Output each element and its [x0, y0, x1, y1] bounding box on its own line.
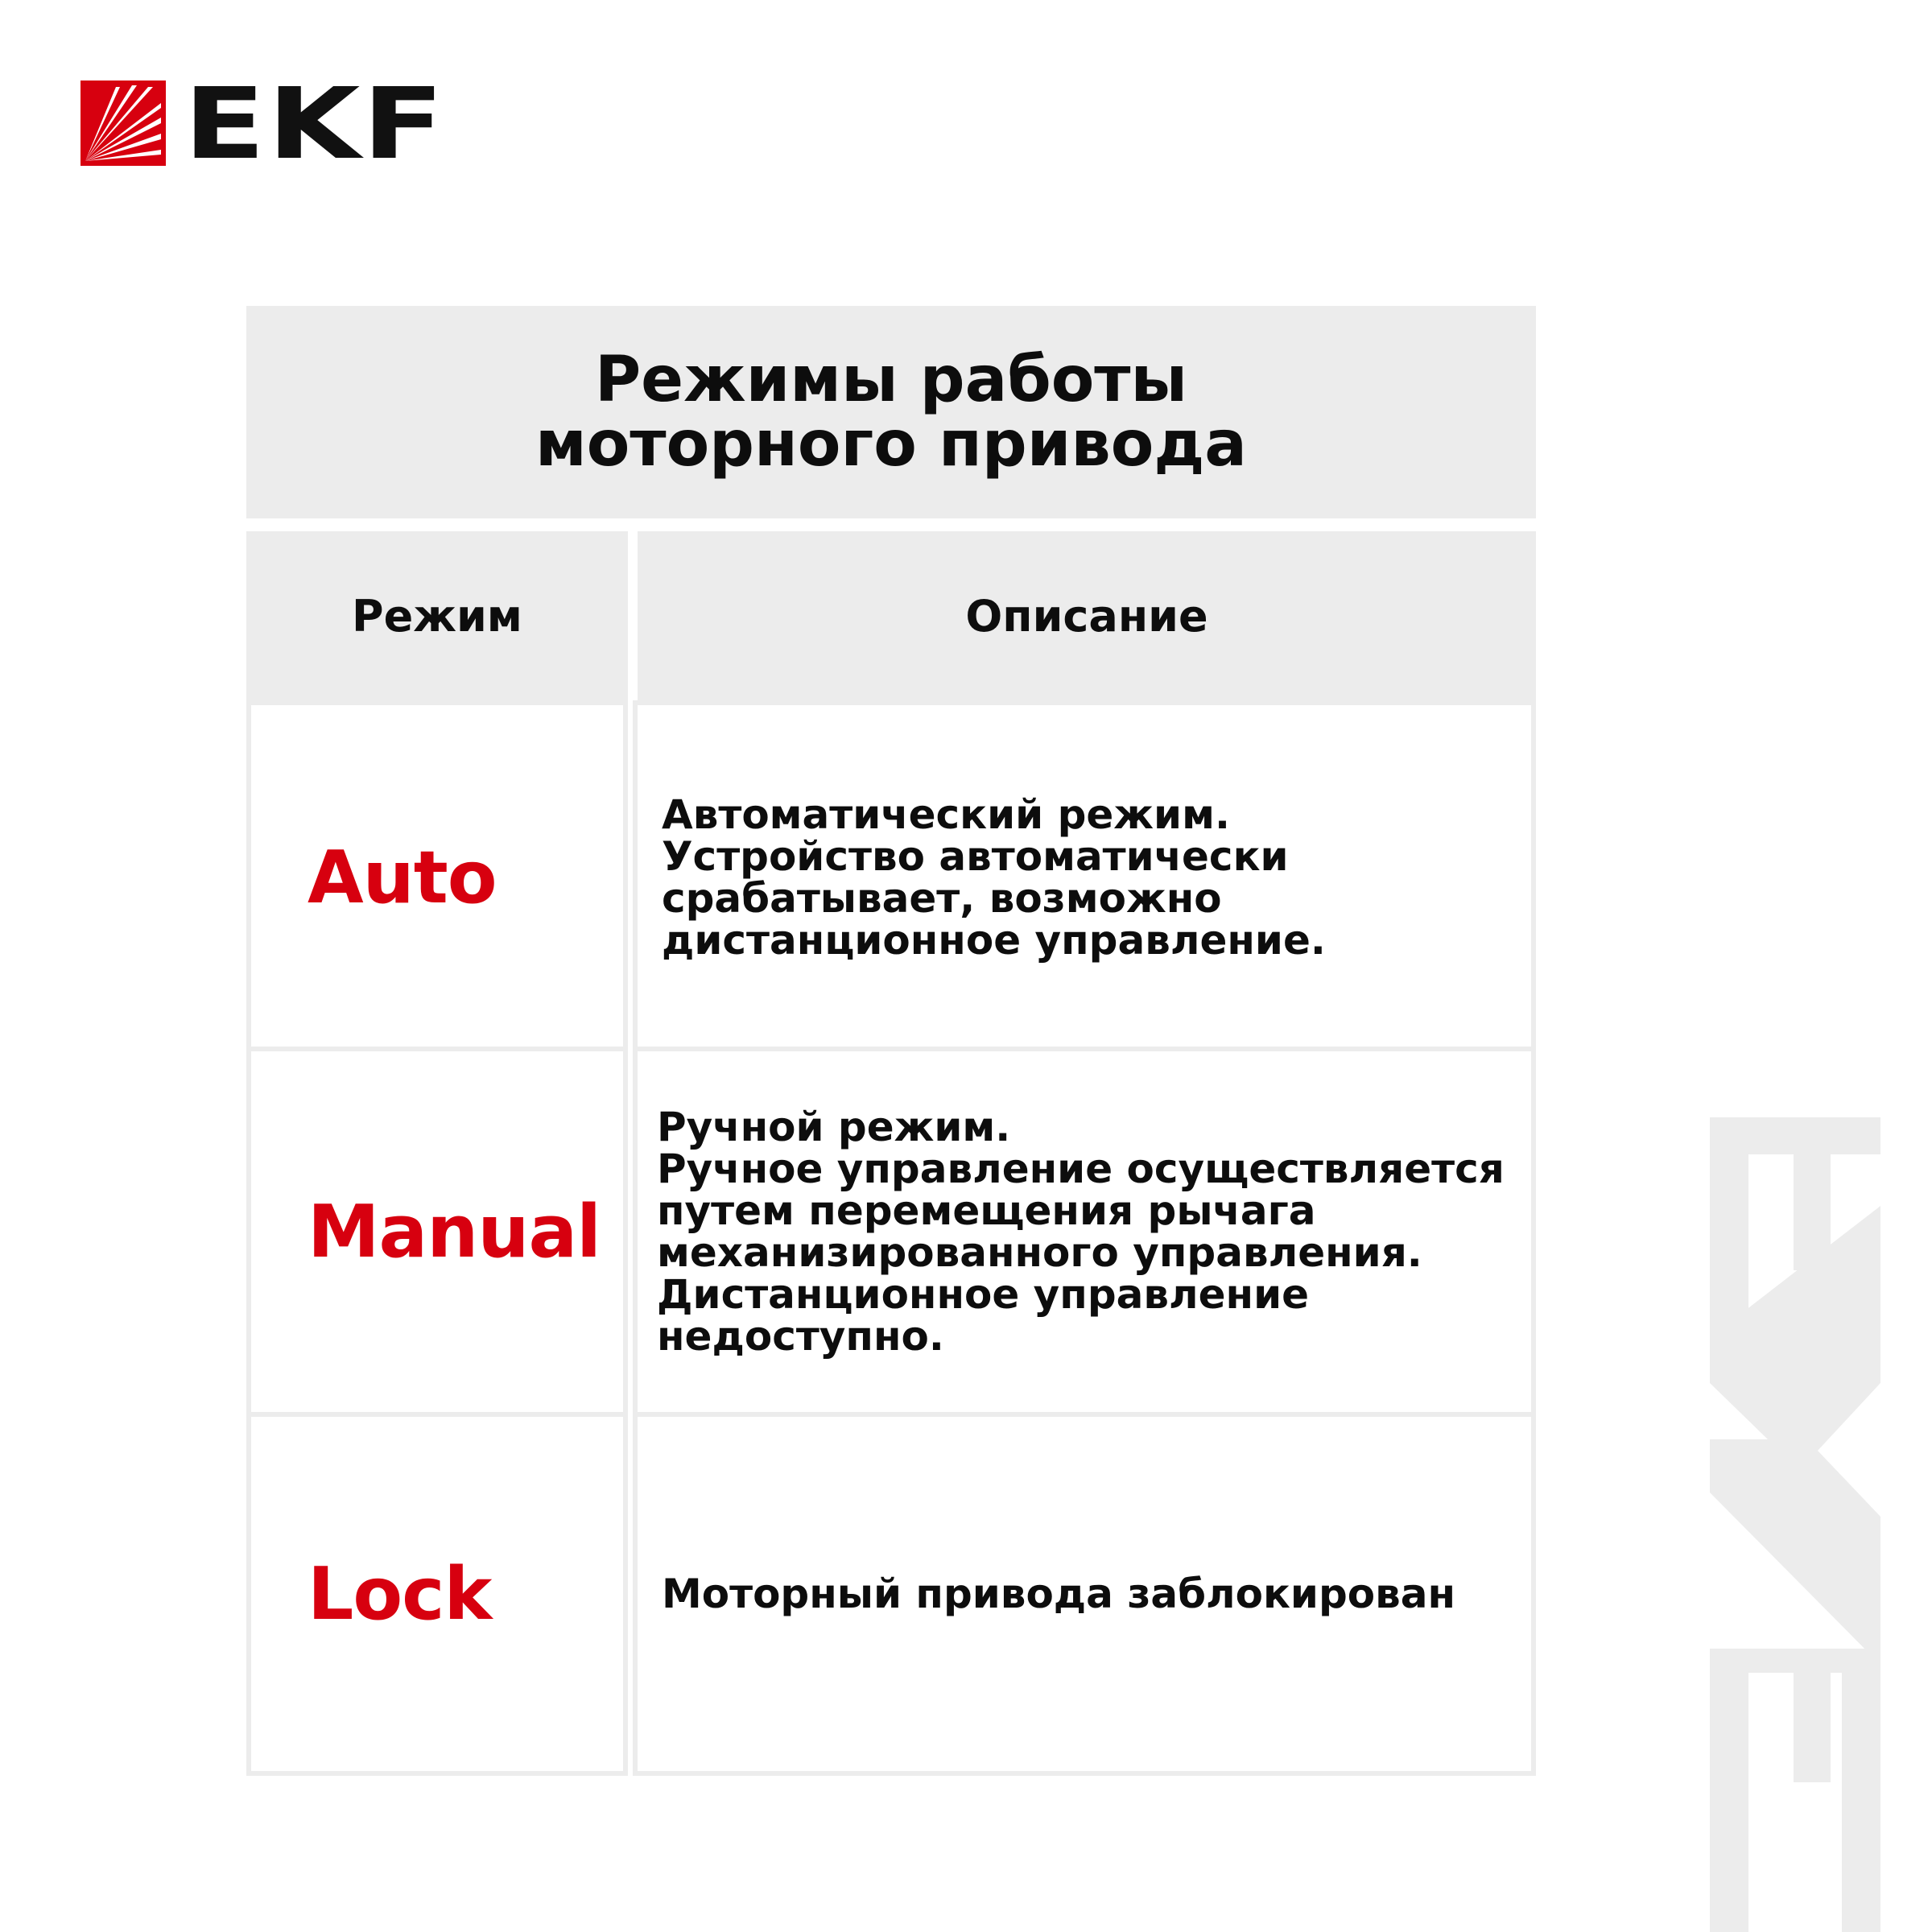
- mode-description-auto: Автоматический режим. Устройство автоматически срабатывает, возможно дистанционное управление.: [662, 791, 1326, 964]
- ekf-watermark-icon: [1710, 1117, 1880, 1932]
- mode-label-manual: Manual: [308, 1189, 601, 1274]
- table-row: [246, 700, 1536, 1055]
- column-header-description: Описание: [638, 531, 1536, 700]
- mode-description-manual: Ручной режим. Ручное управление осуществляется путем перемещения рычага механизированного управления. Дистанционное управление недоступно.: [657, 1104, 1505, 1360]
- table-row: [246, 1046, 1536, 1417]
- ekf-logo-mark-icon: [80, 80, 166, 166]
- mode-cell: [246, 1412, 628, 1776]
- mode-cell: [246, 700, 628, 1055]
- description-cell: [633, 700, 1536, 1055]
- ekf-logo: [80, 67, 447, 181]
- mode-label-auto: Auto: [308, 835, 497, 920]
- mode-label-lock: Lock: [308, 1551, 492, 1637]
- title-panel: [246, 306, 1536, 518]
- description-cell: [633, 1412, 1536, 1776]
- page-title: Режимы работы моторного привода: [535, 344, 1247, 481]
- table-row: [246, 1412, 1536, 1776]
- logo-wordmark: EKF: [184, 67, 447, 181]
- mode-cell: [246, 1046, 628, 1417]
- description-cell: [633, 1046, 1536, 1417]
- column-header-mode: Режим: [246, 531, 628, 700]
- mode-description-lock: Моторный привода заблокирован: [662, 1571, 1456, 1617]
- modes-table: [246, 531, 1536, 1776]
